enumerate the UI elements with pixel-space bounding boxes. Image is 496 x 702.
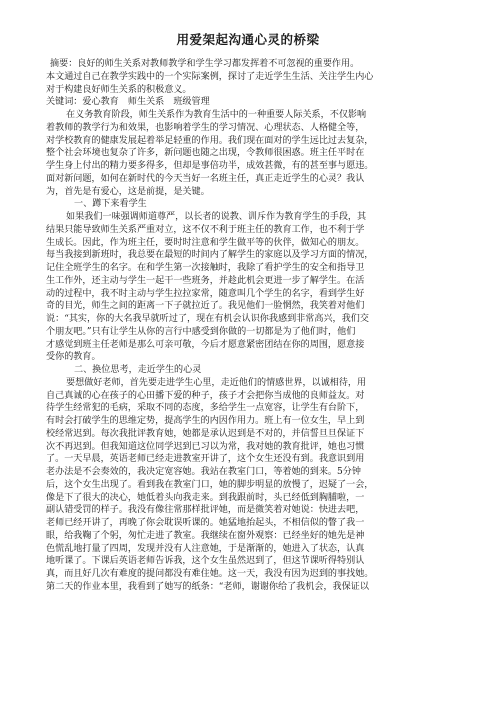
text-line: 对学校教育的健康发展起着举足轻重的作用。我们现在面对的学生远比过去复杂，	[46, 135, 374, 146]
text-line: 本文通过自己在教学实践中的一个实际案例，探讨了走近学生生活、关注学生内心	[46, 71, 374, 82]
text-line: 每当我接到新班时，我总要在最短的时间内了解学生的家庭以及学习方面的情况，	[46, 250, 374, 261]
text-line: 动的过程中，我不时主动与学生拉拉家常，随意叫几个学生的名字，看到学生好	[46, 288, 365, 299]
text-line: 后，这个女生出现了。看到我在教室门口，她的脚步明显的放慢了，迟疑了一会，	[46, 479, 374, 490]
text-line: 奇的目光，师生之间的距离一下子就拉近了。我见他们一脸惘然，我笑着对他们	[46, 301, 365, 312]
text-line: 像是下了很大的决心，她低着头向我走来。到我跟前时，头已经低到胸脯啦，一	[46, 492, 365, 503]
text-line: 对于构建良好师生关系的积极意义。	[46, 84, 192, 95]
text-line: 要想做好老师，首先要走进学生心里，走近他们的情感世界，以诚相待，用	[66, 377, 367, 388]
document-body	[46, 58, 456, 594]
document-title: 用爱架起沟通心灵的桥梁	[176, 32, 320, 47]
text-line: 着教师的教学行为和效果，也影响着学生的学习情况、心理状态、人格健全等，	[46, 122, 365, 133]
text-line: 关键词：爱心教育 师生关系 班级管理	[46, 97, 210, 108]
text-line: 眼，给我鞠了个躬，匆忙走进了教室。我继续在窗外观察：已经坐好的她先是神	[46, 530, 365, 541]
text-line: 色慌乱地打量了四周，发现并没有人注意她，于是渐渐的，她进入了状态，认真	[46, 543, 365, 554]
text-line: 有时会打破学生的思维定势，提高学生的内因作用力。班上有一位女生，早上到	[46, 416, 365, 426]
text-line: 学生身上付出的精力要多得多，但却是事倍功半，成效甚微，有的甚至事与愿违。	[46, 161, 374, 171]
text-line: 次不再迟到。但我知道这位同学迟到已习以为常，我对她的教育批评，她也习惯	[46, 441, 365, 452]
text-line: 结果只能导致师生关系严重对立，这不仅不利于班主任的教育工作，也不利于学	[46, 224, 365, 235]
text-line: 如果我们一味强调师道尊严，以长者的说教、训斥作为教育学生的手段，其	[66, 212, 367, 222]
text-line: 整个社会环境也复杂了许多，新问题也随之出现，令教师很困惑。班主任平时在	[46, 148, 365, 159]
text-line: 面对新问题，如何在新时代的今天当好一名班主任，真正走近学生的心灵？我认	[46, 173, 365, 184]
text-line: 说：“其实，你的大名我早就听过了，现在有机会认识你我感到非常高兴，我们交	[46, 314, 369, 324]
text-line: 生工作外，还主动与学生一起干一些班务，并趁此机会更进一步了解学生。在活	[46, 275, 365, 286]
text-line: 地听课了。下课后英语老师告诉我，这个女生虽然迟到了，但这节课听得特别认	[46, 556, 365, 567]
text-line: 真，而且好几次有难度的提问都没有难住她。这一天，我没有因为迟到的事找她。	[46, 569, 374, 579]
text-line: 老办法是不会奏效的，我决定宽容她。我站在教室门口，等着她的到来。5分钟	[46, 467, 361, 477]
text-line: 二、换位思考，走近学生的心灵	[74, 365, 202, 375]
text-line: 副认错受罚的样子。我没有像往常那样批评她，而是微笑着对她说：快进去吧，	[46, 505, 365, 516]
text-line: 为，首先是有爱心，这是前提，是关键。	[46, 186, 210, 197]
text-line: 自己真诚的心在孩子的心田播下爱的种子，孩子才会把你当成他的良师益友。对	[46, 390, 365, 401]
text-line: 老师已经开讲了，再晚了你会耽误听课的。她猛地抬起头，不相信似的瞥了我一	[46, 518, 365, 528]
text-line: 了。一天早晨，英语老师已经走进教室开讲了，这个女生还没有到。我意识到用	[46, 454, 365, 465]
text-line: 受你的教育。	[46, 352, 101, 363]
text-line: 生成长。因此，作为班主任，要时时注意和学生做平等的伙伴，做知心的朋友。	[46, 237, 365, 248]
text-line: 第二天的作业本里，我看到了她写的纸条：“老师，谢谢你给了我机会，我保证以	[46, 581, 369, 592]
text-line: 一、蹲下来看学生	[74, 199, 147, 210]
text-line: 记住全班学生的名字。在和学生第一次接触时，我除了看护学生的安全和指导卫	[46, 263, 365, 273]
text-line: 个朋友吧。”只有让学生从你的言行中感受到你做的一切都是为了他们时，他们	[46, 326, 356, 337]
text-line: 待学生经常犯的毛病，采取不同的态度，多给学生一点宽容，让学生有台阶下，	[46, 403, 365, 414]
text-line: 校经常迟到。每次我批评教育她，她都是承认迟到是不对的，并信誓旦旦保证下	[46, 428, 365, 439]
text-line: 在义务教育阶段，师生关系作为教育生活中的一种重要人际关系，不仅影响	[66, 110, 367, 120]
text-line: 摘要：良好的师生关系对教师教学和学生学习都发挥着不可忽视的重要作用。	[50, 59, 360, 69]
text-line: 才感觉到班主任老师是那么可亲可敬，今后才愿意紧密团结在你的周围，愿意接	[46, 339, 365, 350]
